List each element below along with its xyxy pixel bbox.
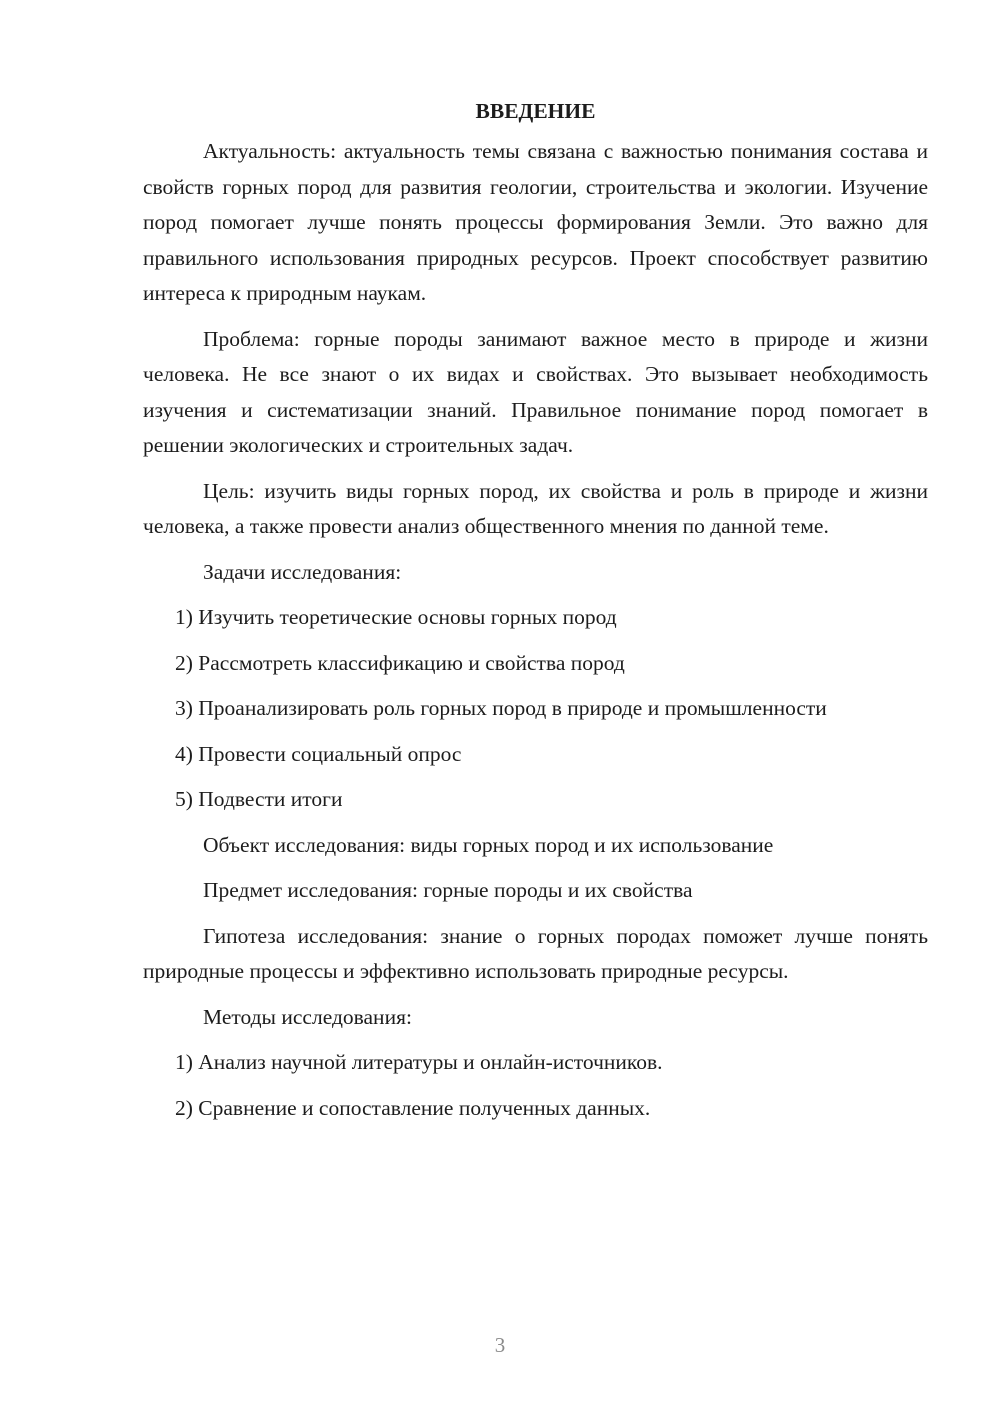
paragraph-problem: Проблема: горные породы занимают важное место в природе и жизни человека. Не все знают о их видах и свойствах. Это вызывает необходимость изучения и систематизации знаний. Правильное понимание пород помогает в решении экологических и строительных задач. bbox=[143, 326, 928, 457]
task-item: 1) Изучить теоретические основы горных пород bbox=[175, 605, 617, 629]
task-item: 2) Рассмотреть классификацию и свойства пород bbox=[175, 650, 625, 675]
paragraph-goal: Цель: изучить виды горных пород, их свойства и роль в природе и жизни человека, а также провести анализ общественного мнения по данной теме. bbox=[143, 478, 928, 538]
method-item: 2) Сравнение и сопоставление полученных данных. bbox=[175, 1095, 651, 1120]
page-number: 3 bbox=[494, 1333, 506, 1357]
task-item: 4) Провести социальный опрос bbox=[175, 741, 462, 766]
task-item: 5) Подвести итоги bbox=[175, 787, 343, 811]
research-hypothesis: Гипотеза исследования: знание о горных породах поможет лучше понять природные процессы и эффективно использовать природные ресурсы. bbox=[143, 923, 928, 983]
document-page bbox=[143, 96, 928, 1136]
paragraph-relevance: Актуальность: актуальность темы связана с важностью понимания состава и свойств горных пород для развития геологии, строительства и экологии. Изучение пород помогает лучше понять процессы формирования Земли. Это важно для правильного использования природных ресурсов. Проект способствует развитию интереса к природным наукам. bbox=[143, 139, 928, 305]
methods-heading: Методы исследования: bbox=[203, 1004, 412, 1029]
tasks-heading: Задачи исследования: bbox=[203, 559, 402, 584]
task-item: 3) Проанализировать роль горных пород в природе и промышленности bbox=[175, 696, 827, 720]
page-title: ВВЕДЕНИЕ bbox=[475, 99, 596, 123]
method-item: 1) Анализ научной литературы и онлайн-источников. bbox=[175, 1050, 663, 1074]
research-object: Объект исследования: виды горных пород и их использование bbox=[203, 832, 774, 857]
research-subject: Предмет исследования: горные породы и их свойства bbox=[203, 878, 693, 902]
